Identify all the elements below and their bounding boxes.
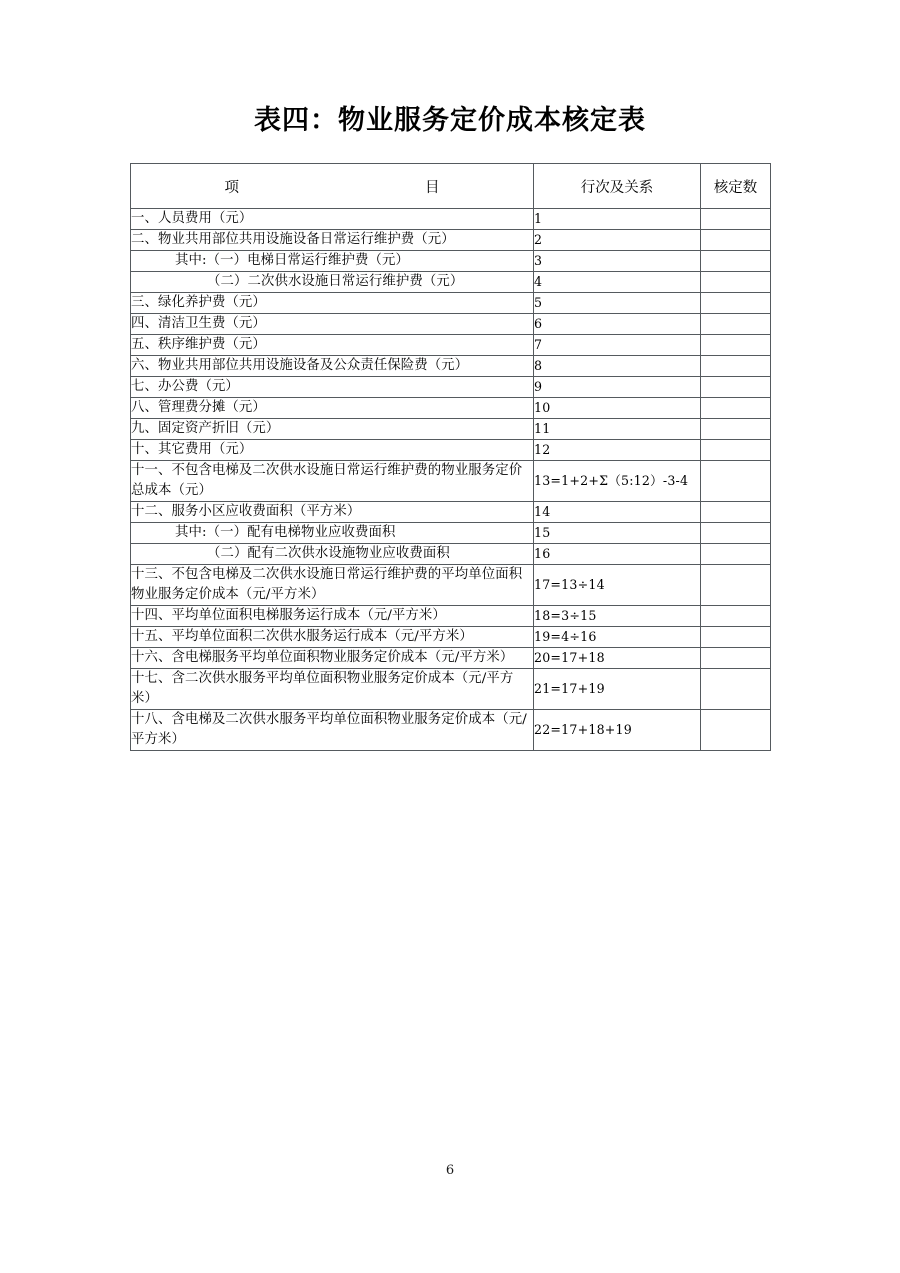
table-cell-item: 十一、不包含电梯及二次供水设施日常运行维护费的物业服务定价总成本（元） (131, 461, 534, 502)
table-cell-item: 八、管理费分摊（元） (131, 398, 534, 419)
table-cell-line-relation: 20=17+18 (534, 648, 701, 669)
table-cell-item: 十六、含电梯服务平均单位面积物业服务定价成本（元/平方米） (131, 648, 534, 669)
table-cell-item: 十八、含电梯及二次供水服务平均单位面积物业服务定价成本（元/平方米） (131, 710, 534, 751)
table-cell-line-relation: 17=13÷14 (534, 565, 701, 606)
cost-approval-table (130, 163, 771, 751)
table-cell-line-relation: 10 (534, 398, 701, 419)
table-cell-line-relation: 19=4÷16 (534, 627, 701, 648)
table-cell-item: （二）配有二次供水设施物业应收费面积 (131, 544, 534, 565)
table-row (131, 461, 771, 502)
table-body (131, 209, 771, 751)
table-cell-item: （二）二次供水设施日常运行维护费（元） (131, 272, 534, 293)
column-header-item (131, 164, 534, 209)
table-cell-item: 十四、平均单位面积电梯服务运行成本（元/平方米） (131, 606, 534, 627)
table-cell-approved-amount[interactable] (701, 710, 771, 751)
column-header-item-right: 目 (425, 179, 440, 196)
table-row (131, 272, 771, 293)
table-cell-approved-amount[interactable] (701, 565, 771, 606)
table-cell-approved-amount[interactable] (701, 461, 771, 502)
table-cell-line-relation: 1 (534, 209, 701, 230)
table-row (131, 419, 771, 440)
table-cell-line-relation: 13=1+2+Σ（5:12）-3-4 (534, 461, 701, 502)
table-row (131, 502, 771, 523)
table-cell-approved-amount[interactable] (701, 440, 771, 461)
table-cell-line-relation: 21=17+19 (534, 669, 701, 710)
table-row (131, 293, 771, 314)
table-row (131, 440, 771, 461)
table-cell-approved-amount[interactable] (701, 356, 771, 377)
table-cell-approved-amount[interactable] (701, 627, 771, 648)
table-row (131, 335, 771, 356)
table-row (131, 710, 771, 751)
table-cell-item: 十五、平均单位面积二次供水服务运行成本（元/平方米） (131, 627, 534, 648)
table-cell-line-relation: 14 (534, 502, 701, 523)
table-cell-approved-amount[interactable] (701, 230, 771, 251)
column-header-line-relation: 行次及关系 (534, 164, 701, 209)
table-row (131, 314, 771, 335)
table-cell-item: 二、物业共用部位共用设施设备日常运行维护费（元） (131, 230, 534, 251)
table-cell-item: 十二、服务小区应收费面积（平方米） (131, 502, 534, 523)
table-cell-item: 七、办公费（元） (131, 377, 534, 398)
table-header-row (131, 164, 771, 209)
table-cell-approved-amount[interactable] (701, 209, 771, 230)
table-row (131, 648, 771, 669)
table-row (131, 523, 771, 544)
table-row (131, 606, 771, 627)
table-cell-item: 三、绿化养护费（元） (131, 293, 534, 314)
table-cell-approved-amount[interactable] (701, 523, 771, 544)
table-cell-item: 六、物业共用部位共用设施设备及公众责任保险费（元） (131, 356, 534, 377)
table-header (131, 164, 771, 209)
table-row (131, 251, 771, 272)
table-cell-line-relation: 5 (534, 293, 701, 314)
table-cell-item: 其中:（一）电梯日常运行维护费（元） (131, 251, 534, 272)
table-cell-item: 一、人员费用（元） (131, 209, 534, 230)
table-cell-approved-amount[interactable] (701, 377, 771, 398)
table-cell-approved-amount[interactable] (701, 419, 771, 440)
table-row (131, 209, 771, 230)
table-cell-item: 十、其它费用（元） (131, 440, 534, 461)
table-cell-line-relation: 11 (534, 419, 701, 440)
table-cell-line-relation: 9 (534, 377, 701, 398)
table-cell-approved-amount[interactable] (701, 606, 771, 627)
cost-table-container (130, 163, 770, 751)
table-row (131, 230, 771, 251)
table-cell-line-relation: 2 (534, 230, 701, 251)
table-row (131, 356, 771, 377)
table-cell-line-relation: 12 (534, 440, 701, 461)
table-cell-approved-amount[interactable] (701, 314, 771, 335)
table-cell-approved-amount[interactable] (701, 293, 771, 314)
table-cell-approved-amount[interactable] (701, 648, 771, 669)
column-header-item-left: 项 (224, 179, 239, 196)
table-row (131, 544, 771, 565)
table-cell-approved-amount[interactable] (701, 544, 771, 565)
table-cell-line-relation: 7 (534, 335, 701, 356)
table-cell-item: 四、清洁卫生费（元） (131, 314, 534, 335)
page-title: 表四：物业服务定价成本核定表 (254, 105, 646, 136)
table-cell-item: 其中:（一）配有电梯物业应收费面积 (131, 523, 534, 544)
table-cell-line-relation: 6 (534, 314, 701, 335)
table-cell-item: 十七、含二次供水服务平均单位面积物业服务定价成本（元/平方米） (131, 669, 534, 710)
table-cell-item: 五、秩序维护费（元） (131, 335, 534, 356)
table-cell-line-relation: 4 (534, 272, 701, 293)
table-cell-item: 十三、不包含电梯及二次供水设施日常运行维护费的平均单位面积物业服务定价成本（元/平方米） (131, 565, 534, 606)
table-cell-approved-amount[interactable] (701, 335, 771, 356)
table-cell-line-relation: 22=17+18+19 (534, 710, 701, 751)
table-cell-approved-amount[interactable] (701, 502, 771, 523)
page-number: 6 (445, 1163, 455, 1178)
table-row (131, 627, 771, 648)
table-cell-line-relation: 16 (534, 544, 701, 565)
table-cell-line-relation: 18=3÷15 (534, 606, 701, 627)
table-row (131, 565, 771, 606)
table-row (131, 669, 771, 710)
table-cell-approved-amount[interactable] (701, 272, 771, 293)
table-cell-line-relation: 3 (534, 251, 701, 272)
table-cell-approved-amount[interactable] (701, 398, 771, 419)
table-row (131, 398, 771, 419)
table-cell-item: 九、固定资产折旧（元） (131, 419, 534, 440)
column-header-approved-amount: 核定数 (701, 164, 771, 209)
table-row (131, 377, 771, 398)
table-cell-approved-amount[interactable] (701, 251, 771, 272)
table-cell-line-relation: 15 (534, 523, 701, 544)
table-cell-line-relation: 8 (534, 356, 701, 377)
table-cell-approved-amount[interactable] (701, 669, 771, 710)
